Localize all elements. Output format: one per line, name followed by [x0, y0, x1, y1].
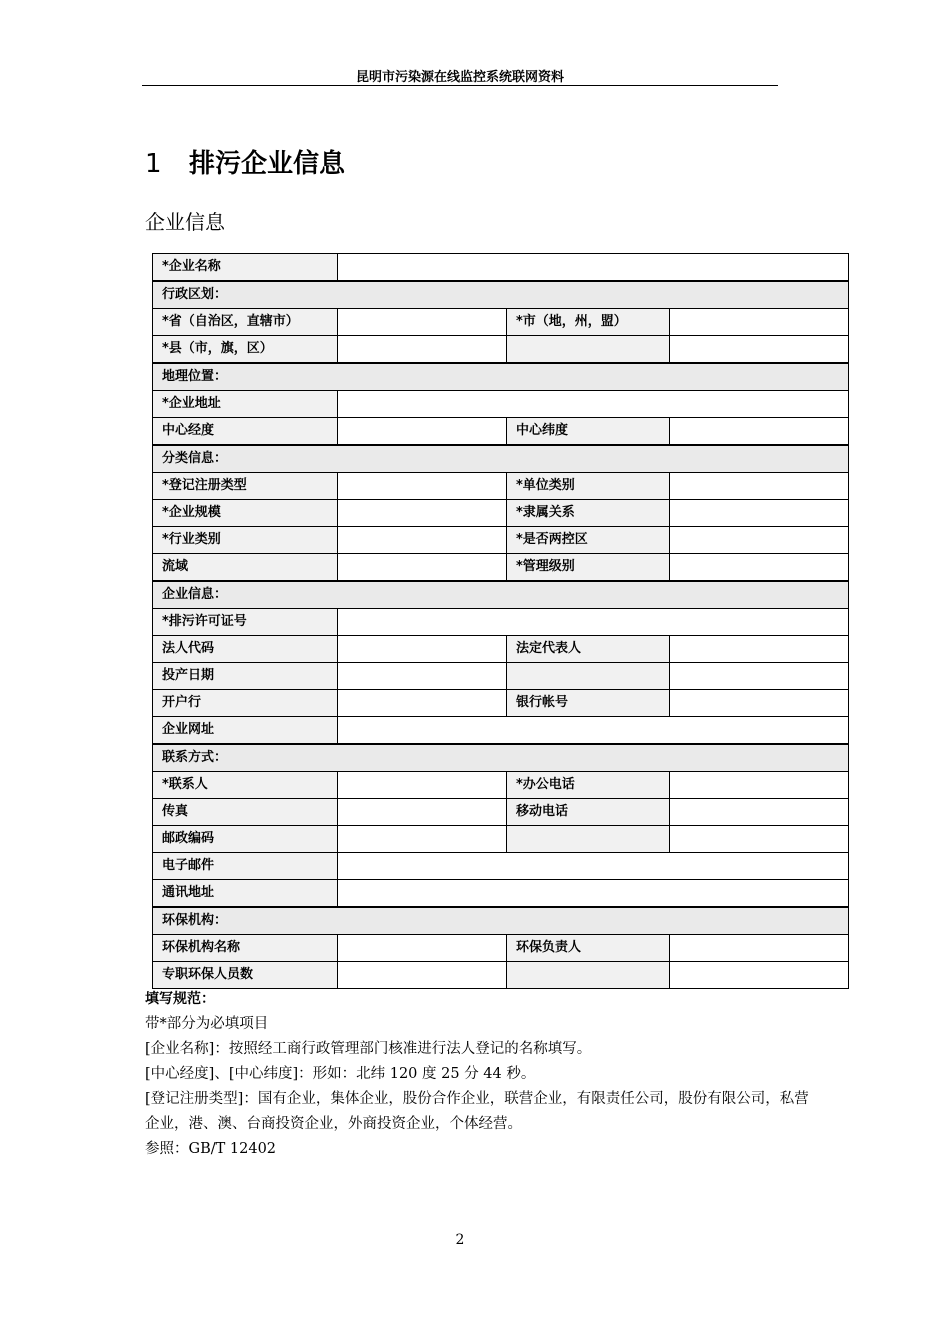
legal-code-field[interactable]: [338, 636, 507, 663]
notes-line: 带*部分为必填项目: [145, 1016, 269, 1032]
form-row: [153, 336, 849, 364]
two-control-label: *是否两控区: [507, 527, 670, 554]
province-label: *省（自治区，直辖市）: [153, 309, 338, 336]
email-label: 电子邮件: [153, 853, 338, 880]
legal-rep-label: 法定代表人: [507, 636, 670, 663]
reg-type-field[interactable]: [338, 473, 507, 500]
notes-line: [企业名称]：按照经工商行政管理部门核准进行法人登记的名称填写。: [145, 1041, 592, 1057]
env-staff-field[interactable]: [338, 962, 507, 989]
unit-type-label: *单位类别: [507, 473, 670, 500]
form-row: [153, 935, 849, 962]
classification-section-label: 分类信息：: [153, 445, 849, 473]
empty-field-cell: [670, 962, 849, 989]
address-label: *企业地址: [153, 391, 338, 418]
notes-line: [登记注册类型]：国有企业，集体企业，股份合作企业，联营企业，有限责任公司，股份有限公司，私营企业，港、澳、台商投资企业，外商投资企业，个体经营。: [145, 1091, 809, 1132]
form-section-row: [153, 445, 849, 473]
unit-type-field[interactable]: [670, 473, 849, 500]
form-row: [153, 636, 849, 663]
scale-field[interactable]: [338, 500, 507, 527]
enterprise-info-form: [152, 253, 849, 989]
city-label: *市（地，州，盟）: [507, 309, 670, 336]
mail-address-label: 通讯地址: [153, 880, 338, 908]
page-number: 2: [455, 1232, 465, 1248]
bank-account-field[interactable]: [670, 690, 849, 717]
empty-label-cell: [507, 826, 670, 853]
enterprise-info-section-label: 企业信息：: [153, 581, 849, 609]
industry-field[interactable]: [338, 527, 507, 554]
form-row: [153, 690, 849, 717]
section-number: 1: [145, 149, 162, 179]
postcode-field[interactable]: [338, 826, 507, 853]
legal-rep-field[interactable]: [670, 636, 849, 663]
company-name-field[interactable]: [338, 254, 849, 282]
empty-field-cell: [670, 336, 849, 364]
legal-code-label: 法人代码: [153, 636, 338, 663]
permit-no-label: *排污许可证号: [153, 609, 338, 636]
env-head-field[interactable]: [670, 935, 849, 962]
env-head-label: 环保负责人: [507, 935, 670, 962]
form-row: [153, 418, 849, 446]
county-label: *县（市，旗，区）: [153, 336, 338, 364]
province-field[interactable]: [338, 309, 507, 336]
env-org-name-label: 环保机构名称: [153, 935, 338, 962]
form-row: [153, 962, 849, 989]
county-field[interactable]: [338, 336, 507, 364]
form-row: [153, 772, 849, 799]
env-staff-label: 专职环保人员数: [153, 962, 338, 989]
filling-notes: [145, 987, 815, 1162]
form-row: [153, 853, 849, 880]
form-row: [153, 527, 849, 554]
start-date-field[interactable]: [338, 663, 507, 690]
address-field[interactable]: [338, 391, 849, 418]
mail-address-field[interactable]: [338, 880, 849, 908]
notes-line: [中心经度]、[中心纬度]：形如：北纬 120 度 25 分 44 秒。: [145, 1066, 536, 1082]
contact-person-label: *联系人: [153, 772, 338, 799]
mobile-label: 移动电话: [507, 799, 670, 826]
postcode-label: 邮政编码: [153, 826, 338, 853]
section-title: 排污企业信息: [189, 149, 346, 179]
start-date-label: 投产日期: [153, 663, 338, 690]
reg-type-label: *登记注册类型: [153, 473, 338, 500]
form-section-row: [153, 363, 849, 391]
longitude-field[interactable]: [338, 418, 507, 446]
section-heading: [145, 143, 345, 180]
subsection-title: 企业信息: [145, 210, 225, 234]
form-section-row: [153, 281, 849, 309]
mobile-field[interactable]: [670, 799, 849, 826]
form-row: [153, 554, 849, 582]
website-label: 企业网址: [153, 717, 338, 745]
form-row: [153, 473, 849, 500]
empty-field-cell: [670, 663, 849, 690]
fax-field[interactable]: [338, 799, 507, 826]
city-field[interactable]: [670, 309, 849, 336]
admin-region-section-label: 行政区划：: [153, 281, 849, 309]
email-field[interactable]: [338, 853, 849, 880]
contact-person-field[interactable]: [338, 772, 507, 799]
form-row: [153, 254, 849, 282]
form-row: [153, 609, 849, 636]
empty-label-cell: [507, 663, 670, 690]
mgmt-level-field[interactable]: [670, 554, 849, 582]
mgmt-level-label: *管理级别: [507, 554, 670, 582]
bank-field[interactable]: [338, 690, 507, 717]
notes-title: 填写规范：: [145, 991, 215, 1007]
affiliation-label: *隶属关系: [507, 500, 670, 527]
latitude-label: 中心纬度: [507, 418, 670, 446]
affiliation-field[interactable]: [670, 500, 849, 527]
env-org-section-label: 环保机构：: [153, 907, 849, 935]
basin-field[interactable]: [338, 554, 507, 582]
form-row: [153, 309, 849, 336]
form-row: [153, 826, 849, 853]
empty-field-cell: [670, 826, 849, 853]
env-org-name-field[interactable]: [338, 935, 507, 962]
header-rule: [142, 85, 778, 86]
fax-label: 传真: [153, 799, 338, 826]
form-row: [153, 500, 849, 527]
two-control-field[interactable]: [670, 527, 849, 554]
website-field[interactable]: [338, 717, 849, 745]
notes-line: 参照：GB/T 12402: [145, 1141, 277, 1157]
page-header-title: 昆明市污染源在线监控系统联网资料: [355, 70, 564, 85]
form-row: [153, 717, 849, 745]
empty-label-cell: [507, 962, 670, 989]
industry-label: *行业类别: [153, 527, 338, 554]
office-phone-label: *办公电话: [507, 772, 670, 799]
bank-label: 开户行: [153, 690, 338, 717]
longitude-label: 中心经度: [153, 418, 338, 446]
empty-label-cell: [507, 336, 670, 364]
scale-label: *企业规模: [153, 500, 338, 527]
geo-section-label: 地理位置：: [153, 363, 849, 391]
contact-section-label: 联系方式：: [153, 744, 849, 772]
form-row: [153, 663, 849, 690]
bank-account-label: 银行帐号: [507, 690, 670, 717]
form-row: [153, 880, 849, 908]
company-name-label: *企业名称: [153, 254, 338, 282]
form-section-row: [153, 907, 849, 935]
latitude-field[interactable]: [670, 418, 849, 446]
basin-label: 流域: [153, 554, 338, 582]
permit-no-field[interactable]: [338, 609, 849, 636]
form-row: [153, 391, 849, 418]
form-section-row: [153, 581, 849, 609]
office-phone-field[interactable]: [670, 772, 849, 799]
form-section-row: [153, 744, 849, 772]
form-row: [153, 799, 849, 826]
